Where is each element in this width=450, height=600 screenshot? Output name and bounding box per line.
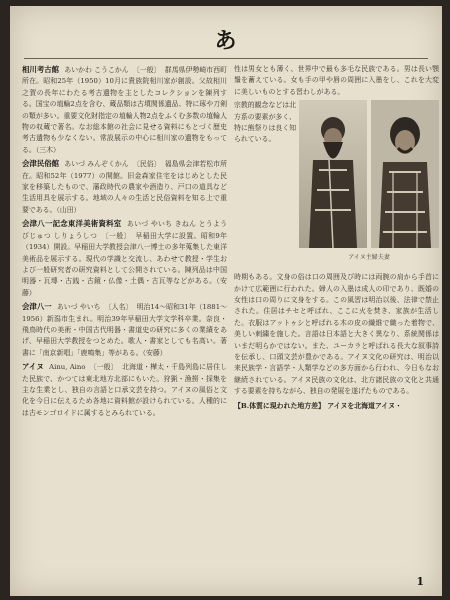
entry-reading: Ainu, Aino xyxy=(49,363,86,372)
page-number: 1 xyxy=(416,575,424,588)
entry-reading: あいかわ こうこかん xyxy=(64,66,129,74)
ainu-main-text: 時期もある。文身の俗は口の周囲及び時には両腕の肩から手首にかけて広範囲に行われた。婦人の入墨は成人の印であり、既婚の女性は口の周りに文身をする。この風習は明治以後、法律で禁止された。住居はチセと呼ばれ、ここに火を焚き、家族が生活した。衣服はアットゥシと呼ばれる木の皮の繊維で織った着物で、美しい刺繍を施した。言語は日本語と大きく異なり、系統関係はいまだ明らかではない。また、ユーカラと呼ばれる長大な叙事詩を伝承し、口頭文芸が豊かである。アイヌ文化の研究は、明治以来民族学・言語学・人類学などの多方面から行われ、今日もなお継続されている。アイヌ民族の文化は、北方諸民族の文化と共通する要素を持ちながら、独自の発展を遂げたものである。 xyxy=(234,273,439,396)
entry-tag: 〔一般〕 xyxy=(132,66,161,74)
entry-reading: あいづ やいち xyxy=(56,303,101,312)
entry-headword: アイヌ xyxy=(22,362,44,372)
ainu-continued-text: 性は男女とも薄く、世界中で最も多毛な民族である。男は長い顎鬚を蓄えている。女も手の甲や唇の周囲に入墨をし、これを大変に美しいものとする習わしがある。 xyxy=(234,65,439,96)
entry-text: 群馬県伊勢崎市西町所在。昭和25年（1950）10月に貴族院相川家が創設。父故相川之賀の長年にわたる考古遺物を主としたコレクションを陳列する。国宝の埴輪2点を含む、蔵品類は古墳関係遺品、特に琢や刀剣の類が多い。重要文化財指定の埴輪人物2点をふくむ多数の埴輪人物の収蔵で著名。なお総本館の社会に見せる資料にもとづく歴史考古遺物も少なくない。常設展示の中心に相川家の遺物をもってる。（三木） xyxy=(22,66,227,154)
entry-tag: 〔民俗〕 xyxy=(132,160,161,169)
entry-tag: 〔一般〕 xyxy=(89,363,118,372)
entry-headword: 会津民俗館 xyxy=(22,159,60,169)
entry-reading: あいづ やいち きねん とうよう びじゅつ しりょうしつ xyxy=(22,220,227,240)
entry-ainu xyxy=(22,361,227,419)
photo-figure xyxy=(299,100,439,268)
index-header-char: あ xyxy=(214,28,238,54)
header-rule xyxy=(24,58,428,59)
entry-aizu-yaichi xyxy=(22,301,227,359)
entry-tag: 〔人名〕 xyxy=(104,303,133,312)
entry-headword: 会津八一 xyxy=(22,302,52,312)
entry-text: 北海道・樺太・千島列島に居住した民族で、かつては東北地方北部にもいた。狩猟・漁撈・採集を主な生業とし、独自の言語と口承文芸を持つ。アイヌの風俗と文化を今日に伝えるため各地に資料館が設けられている。人種的には古モンゴロイドに属するとみられている。 xyxy=(22,363,227,417)
photo-block xyxy=(234,100,439,270)
photo-ainu-man xyxy=(299,100,367,248)
entry-text: 明治14〜昭和31年（1881〜1956）新潟市生まれ。明治39年早稲田大学文学科卒業。奈良・飛鳥時代の美術・中国古代明器・書道史の研究に多くの業績をあげ、早稲田大学教授をつとめた。歌人・書家としても名高い。著書に「南京新唱」「鹿鳴集」等がある。（安藤） xyxy=(22,303,227,357)
entry-aikawa-museum xyxy=(22,64,227,156)
photo-caption: アイヌ主婦夫妻 xyxy=(348,254,390,262)
wrapped-text: 宗教的観念などは北方系の要素が多く、特に熊祭りは良く知られている。 xyxy=(234,101,297,144)
right-column xyxy=(234,64,439,589)
entry-tag: 〔一般〕 xyxy=(101,231,131,240)
entry-headword: 会津八一記念東洋美術資料室 xyxy=(22,219,122,229)
entry-text: 福島県会津若松市所在。昭和52年（1977）の開館。旧金森家住宅をはじめとした民家を移築したもので、藩政時代の農家や酒造り、戸口の道具など生活用具を展示する。地域の人々の生活と民俗資料を知る上で重要である。（山田） xyxy=(22,160,227,214)
entry-aizu-folk-museum xyxy=(22,158,227,216)
entry-aizu-yaichi-memorial xyxy=(22,218,227,299)
document-page xyxy=(10,6,442,596)
entry-text: 早稲田大学に設置。昭和9年（1934）開設。早稲田大学教授会津八一博士の多年蒐集した東洋美術品を展示する。現代の学識と交流し、あわせて教授・学生および一般研究者の研究資料として公開されている。陳列品は中国明器・瓦塼・古銭・古鏡・仏像・土偶・古瓦等などがある。（安藤） xyxy=(22,231,227,297)
section-caption: 【B.体質に現われた地方差】 アイヌを北海道アイヌ・ xyxy=(234,401,402,410)
entry-headword: 相川考古館 xyxy=(22,65,60,74)
left-column xyxy=(22,64,227,589)
entry-reading: あいづ みんぞくかん xyxy=(64,160,129,169)
photo-ainu-woman xyxy=(371,100,439,248)
